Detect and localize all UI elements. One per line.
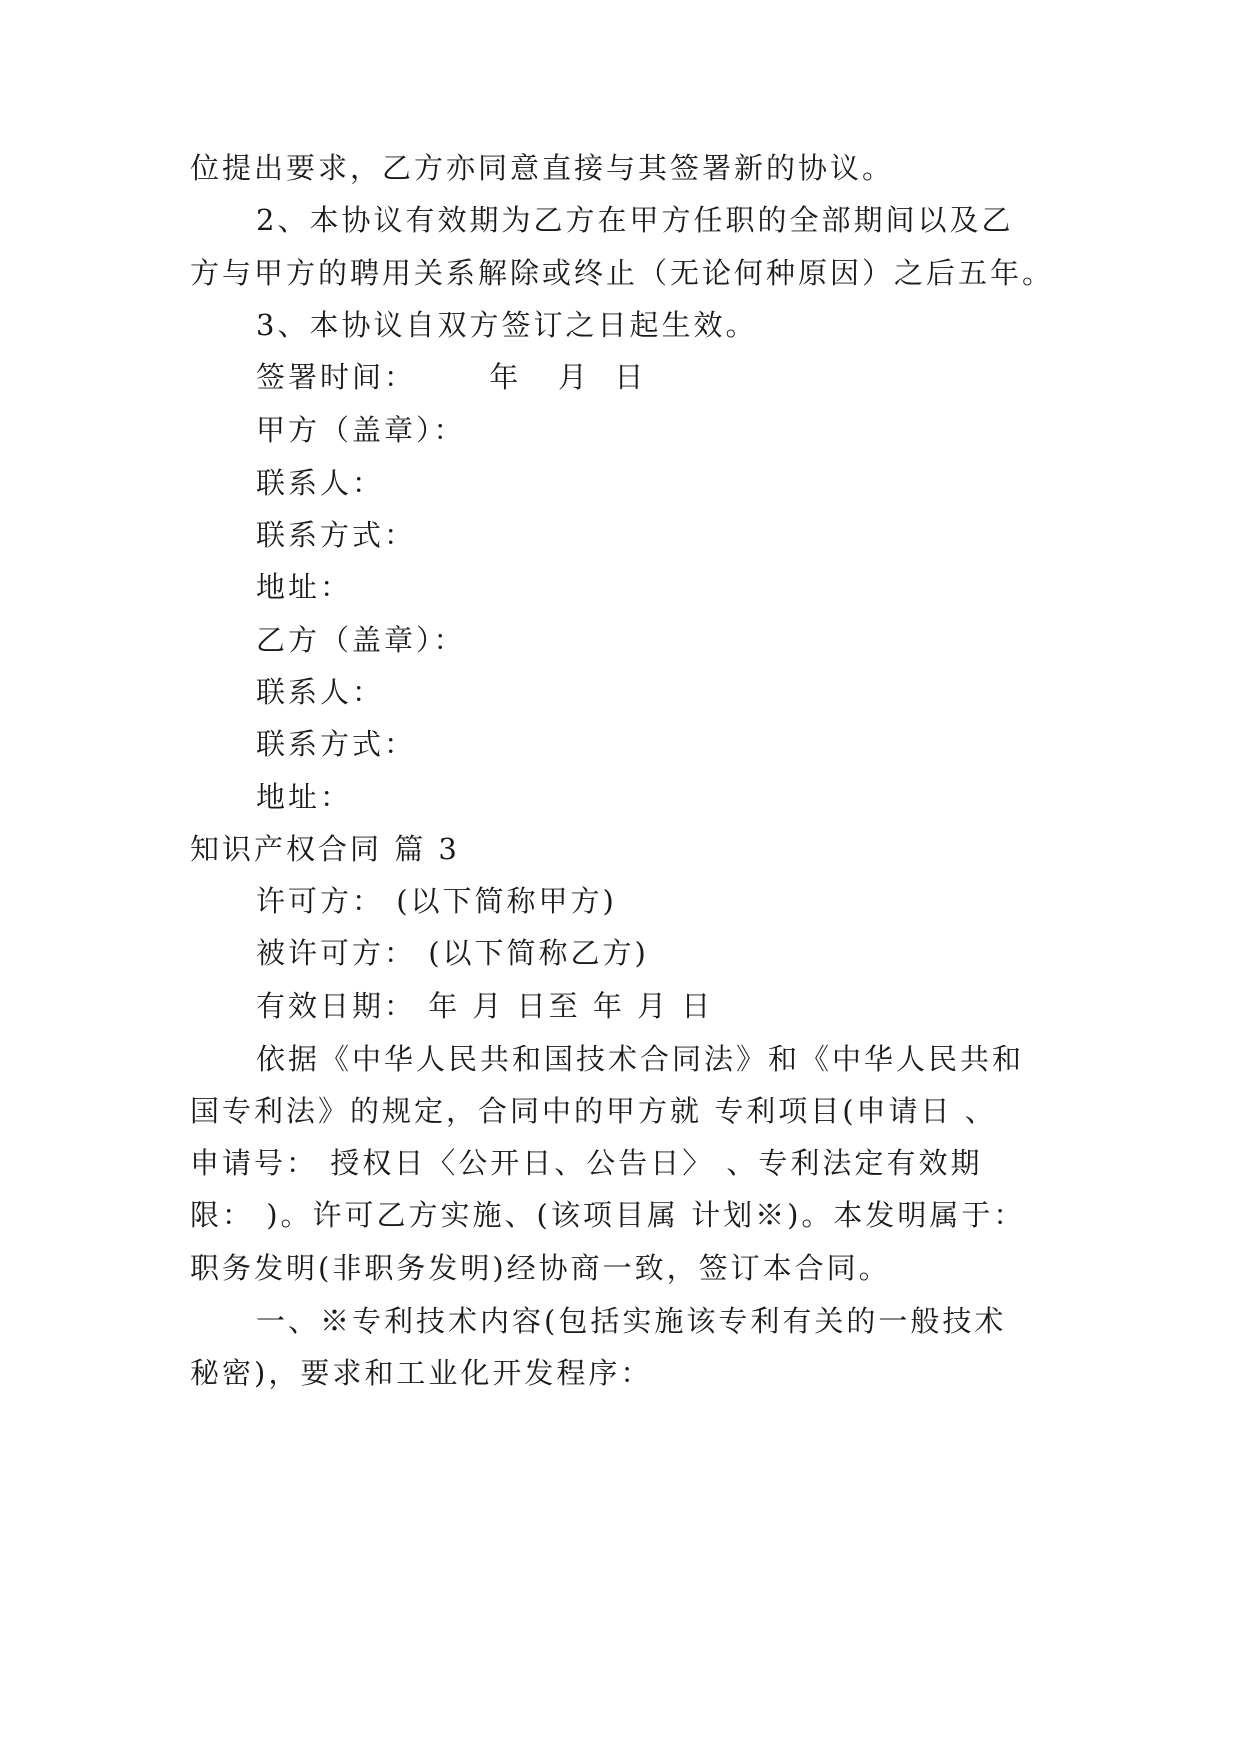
paragraph-line: 方与甲方的聘用关系解除或终止（无论何种原因）之后五年。: [190, 256, 1055, 290]
paragraph-line: 2、本协议有效期为乙方在甲方任职的全部期间以及乙: [256, 203, 1014, 237]
effective-date-line: 有效日期： 年 月 日至 年 月 日: [256, 989, 714, 1023]
party-b-seal-line: 乙方（盖章）：: [256, 623, 466, 657]
paragraph-line: 职务发明(非职务发明)经协商一致，签订本合同。: [190, 1251, 891, 1285]
party-b-contact-line: 联系人：: [256, 675, 385, 709]
paragraph-line: 限： )。许可乙方实施、(该项目属 计划※)。本发明属于：: [190, 1198, 1026, 1232]
section-heading: 知识产权合同 篇 3: [190, 832, 460, 866]
paragraph-line: 一、※专利技术内容(包括实施该专利有关的一般技术: [256, 1304, 1007, 1338]
paragraph-line: 依据《中华人民共和国技术合同法》和《中华人民共和: [256, 1042, 1025, 1076]
party-b-contact-method-line: 联系方式：: [256, 727, 417, 761]
paragraph-line: 3、本协议自双方签订之日起生效。: [256, 308, 758, 342]
paragraph-line: 位提出要求，乙方亦同意直接与其签署新的协议。: [190, 151, 895, 185]
licensee-line: 被许可方： (以下简称乙方): [256, 936, 649, 970]
paragraph-line: 国专利法》的规定，合同中的甲方就 专利项目(申请日 、: [190, 1094, 997, 1128]
licensor-line: 许可方： (以下简称甲方): [256, 884, 617, 918]
paragraph-line: 秘密)，要求和工业化开发程序：: [190, 1356, 653, 1390]
party-a-contact-line: 联系人：: [256, 466, 385, 500]
party-a-contact-method-line: 联系方式：: [256, 518, 417, 552]
party-b-address-line: 地址：: [256, 780, 353, 814]
signing-date-line: 签署时间： 年 月 日: [256, 360, 647, 394]
paragraph-line: 申请号： 授权日〈公开日、公告日〉 、专利法定有效期: [190, 1146, 983, 1180]
party-a-address-line: 地址：: [256, 570, 353, 604]
party-a-seal-line: 甲方（盖章）：: [256, 413, 466, 447]
